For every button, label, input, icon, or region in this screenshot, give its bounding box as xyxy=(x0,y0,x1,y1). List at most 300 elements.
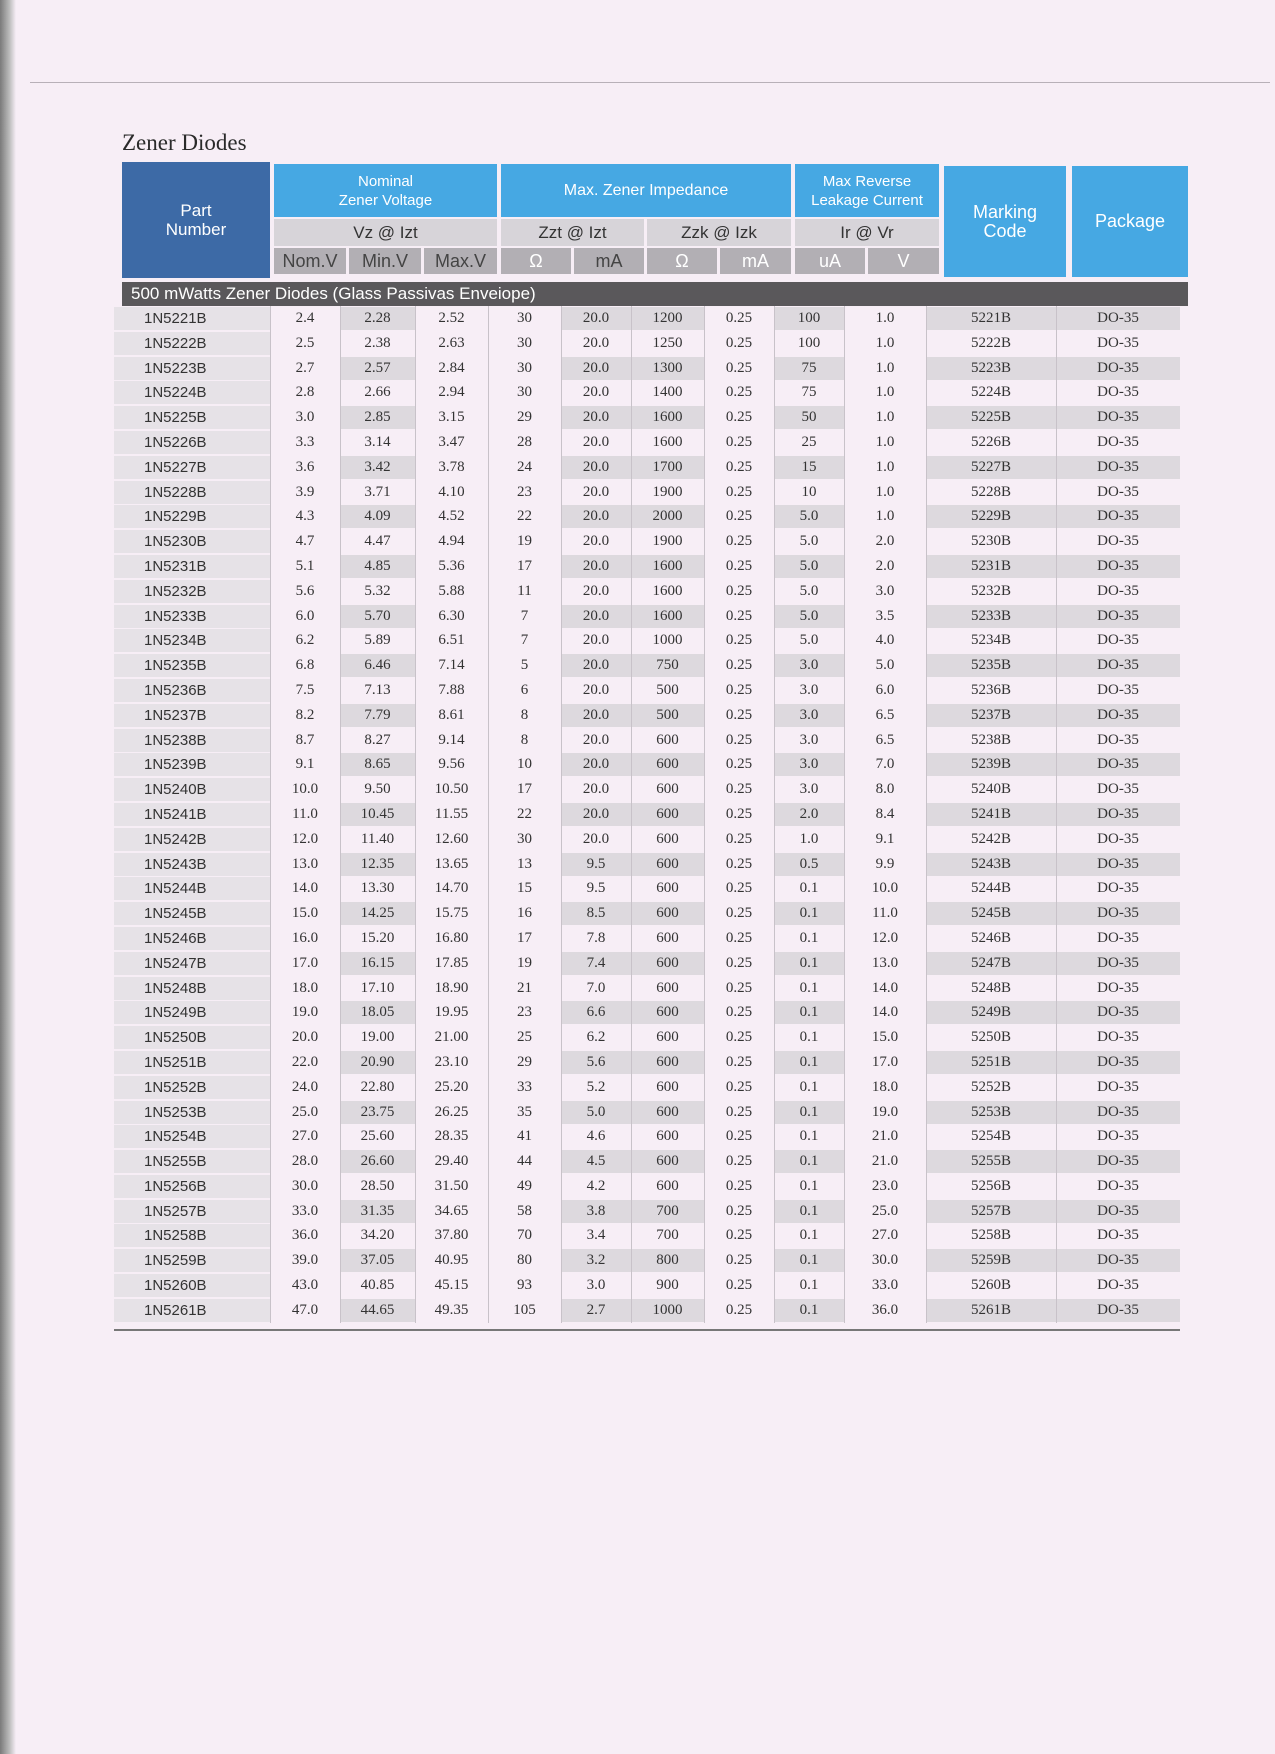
cell-vr-v: 14.0 xyxy=(871,1004,899,1021)
cell-zzk-ma: 0.25 xyxy=(725,1103,753,1120)
cell-max-v: 9.14 xyxy=(438,731,465,748)
cell-min-v: 34.20 xyxy=(360,1227,395,1244)
column-divider xyxy=(1056,1050,1057,1075)
cell-max-v: 3.15 xyxy=(438,409,465,426)
column-divider xyxy=(415,331,416,356)
cell-nom-v: 18.0 xyxy=(291,979,319,996)
cell-zzt-ma: 9.5 xyxy=(561,853,631,876)
table-row xyxy=(114,1000,1184,1025)
cell-zzt-ma: 20.0 xyxy=(561,654,631,677)
column-divider xyxy=(774,777,775,802)
column-divider xyxy=(561,331,562,356)
column-divider xyxy=(774,728,775,753)
column-divider xyxy=(631,777,632,802)
column-divider xyxy=(1056,926,1057,951)
cell-zzk-ma: 0.25 xyxy=(725,409,753,426)
column-divider xyxy=(844,976,845,1001)
cell-package: DO-35 xyxy=(1056,307,1180,330)
column-divider xyxy=(415,356,416,381)
column-divider xyxy=(1056,1100,1057,1125)
cell-nom-v: 6.2 xyxy=(295,632,315,649)
cell-zzt-ma: 20.0 xyxy=(582,582,610,599)
column-divider xyxy=(631,1000,632,1025)
cell-package: DO-35 xyxy=(1097,632,1139,649)
column-divider xyxy=(561,1100,562,1125)
column-divider xyxy=(774,1199,775,1224)
column-divider xyxy=(561,1149,562,1174)
cell-zzt-ma: 8.5 xyxy=(561,902,631,925)
column-divider xyxy=(488,1124,489,1149)
cell-part-number: 1N5237B xyxy=(114,704,270,727)
column-divider xyxy=(415,678,416,703)
column-divider xyxy=(270,529,271,554)
cell-vr-v: 30.0 xyxy=(871,1252,899,1269)
column-divider xyxy=(926,703,927,728)
column-divider xyxy=(561,876,562,901)
cell-zzt-ma: 20.0 xyxy=(582,781,610,798)
column-divider xyxy=(704,976,705,1001)
cell-min-v: 9.50 xyxy=(364,781,391,798)
cell-nom-v: 8.7 xyxy=(295,731,315,748)
cell-min-v: 16.15 xyxy=(340,952,415,975)
column-divider xyxy=(561,802,562,827)
column-divider xyxy=(926,455,927,480)
cell-vr-v: 1.0 xyxy=(875,483,895,500)
cell-zzt-ohm: 29 xyxy=(517,409,532,426)
cell-package: DO-35 xyxy=(1097,681,1139,698)
cell-marking-code: 5236B xyxy=(970,681,1011,698)
cell-part-number: 1N5241B xyxy=(114,803,270,826)
cell-package: DO-35 xyxy=(1097,1177,1139,1194)
cell-ir-ua: 0.1 xyxy=(774,1001,844,1024)
cell-min-v: 11.40 xyxy=(360,830,395,847)
column-divider xyxy=(488,777,489,802)
column-divider xyxy=(270,628,271,653)
cell-zzk-ma: 0.25 xyxy=(725,359,753,376)
cell-zzt-ohm: 70 xyxy=(517,1227,532,1244)
cell-max-v: 13.65 xyxy=(434,855,469,872)
column-divider xyxy=(704,1199,705,1224)
column-divider xyxy=(340,901,341,926)
cell-zzt-ohm: 33 xyxy=(517,1078,532,1095)
cell-package: DO-35 xyxy=(1056,654,1180,677)
column-divider xyxy=(415,380,416,405)
column-divider xyxy=(340,504,341,529)
cell-zzt-ma: 3.4 xyxy=(586,1227,606,1244)
cell-zzk-ohm: 600 xyxy=(656,880,679,897)
column-divider xyxy=(270,1248,271,1273)
cell-package: DO-35 xyxy=(1056,704,1180,727)
column-divider xyxy=(631,356,632,381)
cell-ir-ua: 75 xyxy=(774,357,844,380)
cell-max-v: 2.84 xyxy=(438,359,465,376)
cell-max-v: 3.47 xyxy=(438,433,465,450)
column-divider xyxy=(415,1298,416,1323)
cell-max-v: 18.90 xyxy=(434,979,469,996)
cell-nom-v: 4.3 xyxy=(295,508,315,525)
cell-zzk-ma: 0.25 xyxy=(725,1277,753,1294)
column-divider xyxy=(704,752,705,777)
table-row xyxy=(114,1025,1184,1050)
cell-zzk-ohm: 500 xyxy=(631,704,704,727)
column-divider xyxy=(774,604,775,629)
cell-min-v: 31.35 xyxy=(340,1200,415,1223)
cell-package: DO-35 xyxy=(1097,1227,1139,1244)
column-divider xyxy=(340,728,341,753)
table-row xyxy=(114,579,1184,604)
header-zzt-at-izt: Zzt @ Izt xyxy=(501,219,644,246)
cell-ir-ua: 0.1 xyxy=(774,1249,844,1272)
column-divider xyxy=(488,1223,489,1248)
cell-max-v: 40.95 xyxy=(434,1252,469,1269)
column-divider xyxy=(270,331,271,356)
cell-zzk-ohm: 600 xyxy=(631,853,704,876)
cell-marking-code: 5225B xyxy=(926,406,1056,429)
unit-vr-v: V xyxy=(868,248,939,274)
column-divider xyxy=(774,852,775,877)
cell-vr-v: 10.0 xyxy=(871,880,899,897)
column-divider xyxy=(704,1174,705,1199)
column-divider xyxy=(844,504,845,529)
cell-zzt-ohm: 19 xyxy=(517,954,532,971)
header-package: Package xyxy=(1072,166,1188,277)
cell-zzt-ma: 4.2 xyxy=(586,1177,606,1194)
cell-zzk-ohm: 600 xyxy=(631,1150,704,1173)
cell-marking-code: 5223B xyxy=(926,357,1056,380)
column-divider xyxy=(774,529,775,554)
cell-zzk-ma: 0.25 xyxy=(725,1252,753,1269)
cell-vr-v: 4.0 xyxy=(875,632,895,649)
cell-part-number: 1N5251B xyxy=(114,1051,270,1074)
column-divider xyxy=(774,901,775,926)
column-divider xyxy=(270,653,271,678)
cell-min-v: 4.09 xyxy=(340,505,415,528)
cell-zzt-ohm: 58 xyxy=(517,1202,532,1219)
cell-marking-code: 5231B xyxy=(926,555,1056,578)
cell-vr-v: 8.0 xyxy=(875,781,895,798)
cell-zzk-ma: 0.25 xyxy=(725,781,753,798)
column-divider xyxy=(1056,1149,1057,1174)
cell-min-v: 4.47 xyxy=(364,533,391,550)
column-divider xyxy=(844,480,845,505)
cell-zzk-ma: 0.25 xyxy=(725,1202,753,1219)
cell-vr-v: 36.0 xyxy=(871,1301,899,1318)
cell-nom-v: 2.5 xyxy=(295,334,315,351)
cell-vr-v: 12.0 xyxy=(871,929,899,946)
column-divider xyxy=(340,306,341,331)
cell-zzt-ma: 5.6 xyxy=(561,1051,631,1074)
column-divider xyxy=(844,430,845,455)
column-divider xyxy=(631,653,632,678)
cell-zzk-ma: 0.25 xyxy=(725,731,753,748)
cell-zzt-ohm: 44 xyxy=(517,1153,532,1170)
column-divider xyxy=(415,1025,416,1050)
column-divider xyxy=(270,1100,271,1125)
cell-ir-ua: 0.5 xyxy=(774,853,844,876)
cell-part-number: 1N5229B xyxy=(114,505,270,528)
cell-zzk-ohm: 1600 xyxy=(631,605,704,628)
cell-part-number: 1N5236B xyxy=(114,679,270,702)
cell-min-v: 2.38 xyxy=(364,334,391,351)
cell-min-v: 2.28 xyxy=(340,307,415,330)
table-row xyxy=(114,554,1184,579)
cell-package: DO-35 xyxy=(1097,979,1139,996)
cell-zzk-ohm: 1250 xyxy=(652,334,683,351)
cell-max-v: 8.61 xyxy=(438,706,465,723)
column-divider xyxy=(488,876,489,901)
cell-zzk-ohm: 600 xyxy=(656,1078,679,1095)
column-divider xyxy=(774,380,775,405)
cell-ir-ua: 50 xyxy=(774,406,844,429)
column-divider xyxy=(561,926,562,951)
column-divider xyxy=(1056,827,1057,852)
column-divider xyxy=(704,653,705,678)
column-divider xyxy=(270,827,271,852)
cell-min-v: 7.79 xyxy=(340,704,415,727)
cell-min-v: 8.27 xyxy=(364,731,391,748)
cell-max-v: 7.88 xyxy=(438,681,465,698)
cell-zzt-ohm: 25 xyxy=(517,1029,532,1046)
cell-package: DO-35 xyxy=(1097,830,1139,847)
column-divider xyxy=(561,678,562,703)
cell-ir-ua: 75 xyxy=(801,384,817,401)
cell-nom-v: 43.0 xyxy=(291,1277,319,1294)
column-divider xyxy=(340,827,341,852)
column-divider xyxy=(415,752,416,777)
column-divider xyxy=(1056,455,1057,480)
column-divider xyxy=(774,1124,775,1149)
cell-marking-code: 5222B xyxy=(970,334,1011,351)
cell-package: DO-35 xyxy=(1056,555,1180,578)
cell-package: DO-35 xyxy=(1097,781,1139,798)
column-divider xyxy=(561,1075,562,1100)
column-divider xyxy=(270,306,271,331)
cell-vr-v: 9.1 xyxy=(875,830,895,847)
cell-marking-code: 5241B xyxy=(926,803,1056,826)
table-row xyxy=(114,901,1184,926)
section-title-bar: 500 mWatts Zener Diodes (Glass Passivas Enveiope) xyxy=(122,282,1188,306)
cell-marking-code: 5247B xyxy=(926,952,1056,975)
cell-zzk-ma: 0.25 xyxy=(725,830,753,847)
header-zzk-at-izk: Zzk @ Izk xyxy=(647,219,791,246)
column-divider xyxy=(926,356,927,381)
cell-marking-code: 5237B xyxy=(926,704,1056,727)
cell-package: DO-35 xyxy=(1056,1249,1180,1272)
column-divider xyxy=(415,876,416,901)
cell-marking-code: 5251B xyxy=(926,1051,1056,1074)
cell-ir-ua: 0.1 xyxy=(799,1227,819,1244)
column-divider xyxy=(774,480,775,505)
cell-nom-v: 2.7 xyxy=(295,359,315,376)
cell-zzt-ohm: 16 xyxy=(517,905,532,922)
column-divider xyxy=(1056,1025,1057,1050)
cell-part-number: 1N5255B xyxy=(114,1150,270,1173)
column-divider xyxy=(926,529,927,554)
cell-min-v: 23.75 xyxy=(340,1101,415,1124)
column-divider xyxy=(415,1149,416,1174)
column-divider xyxy=(1056,579,1057,604)
cell-zzk-ohm: 1400 xyxy=(652,384,683,401)
cell-part-number: 1N5250B xyxy=(114,1026,270,1049)
cell-max-v: 37.80 xyxy=(434,1227,469,1244)
cell-zzt-ma: 20.0 xyxy=(561,605,631,628)
cell-max-v: 17.85 xyxy=(434,954,469,971)
table-row xyxy=(114,455,1184,480)
cell-zzk-ohm: 600 xyxy=(631,952,704,975)
column-divider xyxy=(488,802,489,827)
cell-part-number: 1N5258B xyxy=(114,1224,270,1247)
column-divider xyxy=(270,752,271,777)
cell-part-number: 1N5252B xyxy=(114,1076,270,1099)
cell-min-v: 6.46 xyxy=(340,654,415,677)
column-divider xyxy=(270,604,271,629)
cell-zzt-ma: 20.0 xyxy=(561,307,631,330)
cell-zzk-ma: 0.25 xyxy=(725,1128,753,1145)
cell-nom-v: 3.9 xyxy=(295,483,315,500)
cell-nom-v: 10.0 xyxy=(291,781,319,798)
cell-zzt-ma: 2.7 xyxy=(561,1299,631,1322)
cell-max-v: 49.35 xyxy=(434,1301,469,1318)
cell-max-v: 12.60 xyxy=(434,830,469,847)
column-divider xyxy=(415,430,416,455)
cell-vr-v: 3.5 xyxy=(875,607,895,624)
column-divider xyxy=(340,951,341,976)
cell-part-number: 1N5222B xyxy=(114,332,270,355)
column-divider xyxy=(561,405,562,430)
column-divider xyxy=(488,579,489,604)
cell-nom-v: 15.0 xyxy=(291,905,319,922)
column-divider xyxy=(844,653,845,678)
column-divider xyxy=(844,901,845,926)
column-divider xyxy=(774,951,775,976)
cell-package: DO-35 xyxy=(1056,1101,1180,1124)
cell-nom-v: 3.0 xyxy=(295,409,315,426)
cell-zzt-ma: 20.0 xyxy=(582,681,610,698)
column-divider xyxy=(926,678,927,703)
table-row xyxy=(114,703,1184,728)
column-divider xyxy=(704,1124,705,1149)
cell-part-number: 1N5256B xyxy=(114,1175,270,1198)
cell-zzt-ma: 7.0 xyxy=(586,979,606,996)
column-divider xyxy=(704,1223,705,1248)
cell-marking-code: 5229B xyxy=(926,505,1056,528)
cell-ir-ua: 10 xyxy=(801,483,817,500)
cell-zzt-ohm: 30 xyxy=(517,310,532,326)
cell-vr-v: 1.0 xyxy=(875,310,895,326)
column-divider xyxy=(1056,951,1057,976)
column-divider xyxy=(926,380,927,405)
table-row xyxy=(114,951,1184,976)
table-row xyxy=(114,356,1184,381)
cell-ir-ua: 5.0 xyxy=(774,605,844,628)
cell-marking-code: 5252B xyxy=(970,1078,1011,1095)
column-divider xyxy=(631,1174,632,1199)
cell-zzt-ohm: 11 xyxy=(517,582,532,599)
column-divider xyxy=(844,455,845,480)
cell-ir-ua: 0.1 xyxy=(799,1029,819,1046)
column-divider xyxy=(844,1075,845,1100)
column-divider xyxy=(844,604,845,629)
column-divider xyxy=(844,777,845,802)
cell-zzk-ohm: 600 xyxy=(631,1101,704,1124)
column-divider xyxy=(631,1050,632,1075)
table-row xyxy=(114,976,1184,1001)
cell-part-number: 1N5239B xyxy=(114,753,270,776)
column-divider xyxy=(1056,356,1057,381)
column-divider xyxy=(561,1199,562,1224)
column-divider xyxy=(340,604,341,629)
column-divider xyxy=(1056,504,1057,529)
cell-min-v: 22.80 xyxy=(360,1078,395,1095)
column-divider xyxy=(561,1248,562,1273)
cell-package: DO-35 xyxy=(1056,902,1180,925)
zener-table-body xyxy=(114,306,1184,1323)
cell-zzk-ohm: 1700 xyxy=(631,456,704,479)
cell-zzt-ohm: 30 xyxy=(517,334,532,351)
column-divider xyxy=(704,777,705,802)
column-divider xyxy=(926,1000,927,1025)
column-divider xyxy=(774,331,775,356)
cell-zzt-ma: 6.6 xyxy=(561,1001,631,1024)
column-divider xyxy=(415,1223,416,1248)
column-divider xyxy=(926,1050,927,1075)
column-divider xyxy=(844,1050,845,1075)
cell-zzt-ohm: 41 xyxy=(517,1128,532,1145)
column-divider xyxy=(844,1223,845,1248)
column-divider xyxy=(488,827,489,852)
column-divider xyxy=(270,1174,271,1199)
cell-nom-v: 33.0 xyxy=(291,1202,319,1219)
table-row xyxy=(114,1248,1184,1273)
column-divider xyxy=(488,405,489,430)
cell-zzk-ohm: 600 xyxy=(631,753,704,776)
column-divider xyxy=(561,1223,562,1248)
column-divider xyxy=(844,1025,845,1050)
cell-vr-v: 7.0 xyxy=(875,756,895,773)
column-divider xyxy=(340,1149,341,1174)
cell-min-v: 12.35 xyxy=(340,853,415,876)
column-divider xyxy=(844,752,845,777)
cell-marking-code: 5230B xyxy=(970,533,1011,550)
cell-ir-ua: 100 xyxy=(797,334,821,351)
cell-part-number: 1N5247B xyxy=(114,952,270,975)
column-divider xyxy=(270,1050,271,1075)
cell-zzk-ohm: 1000 xyxy=(652,632,683,649)
cell-zzk-ma: 0.25 xyxy=(725,310,753,326)
column-divider xyxy=(340,1025,341,1050)
column-divider xyxy=(631,1248,632,1273)
column-divider xyxy=(704,331,705,356)
cell-package: DO-35 xyxy=(1056,952,1180,975)
cell-part-number: 1N5240B xyxy=(114,778,270,801)
cell-marking-code: 5227B xyxy=(926,456,1056,479)
cell-part-number: 1N5232B xyxy=(114,580,270,603)
column-divider xyxy=(561,852,562,877)
cell-part-number: 1N5234B xyxy=(114,629,270,652)
cell-nom-v: 28.0 xyxy=(291,1153,319,1170)
cell-max-v: 10.50 xyxy=(434,781,469,798)
column-divider xyxy=(488,1100,489,1125)
column-divider xyxy=(774,579,775,604)
column-divider xyxy=(704,405,705,430)
column-divider xyxy=(340,1124,341,1149)
column-divider xyxy=(704,827,705,852)
column-divider xyxy=(774,876,775,901)
cell-nom-v: 5.6 xyxy=(295,582,315,599)
column-divider xyxy=(1056,1000,1057,1025)
cell-zzk-ohm: 1600 xyxy=(631,406,704,429)
column-divider xyxy=(488,1273,489,1298)
